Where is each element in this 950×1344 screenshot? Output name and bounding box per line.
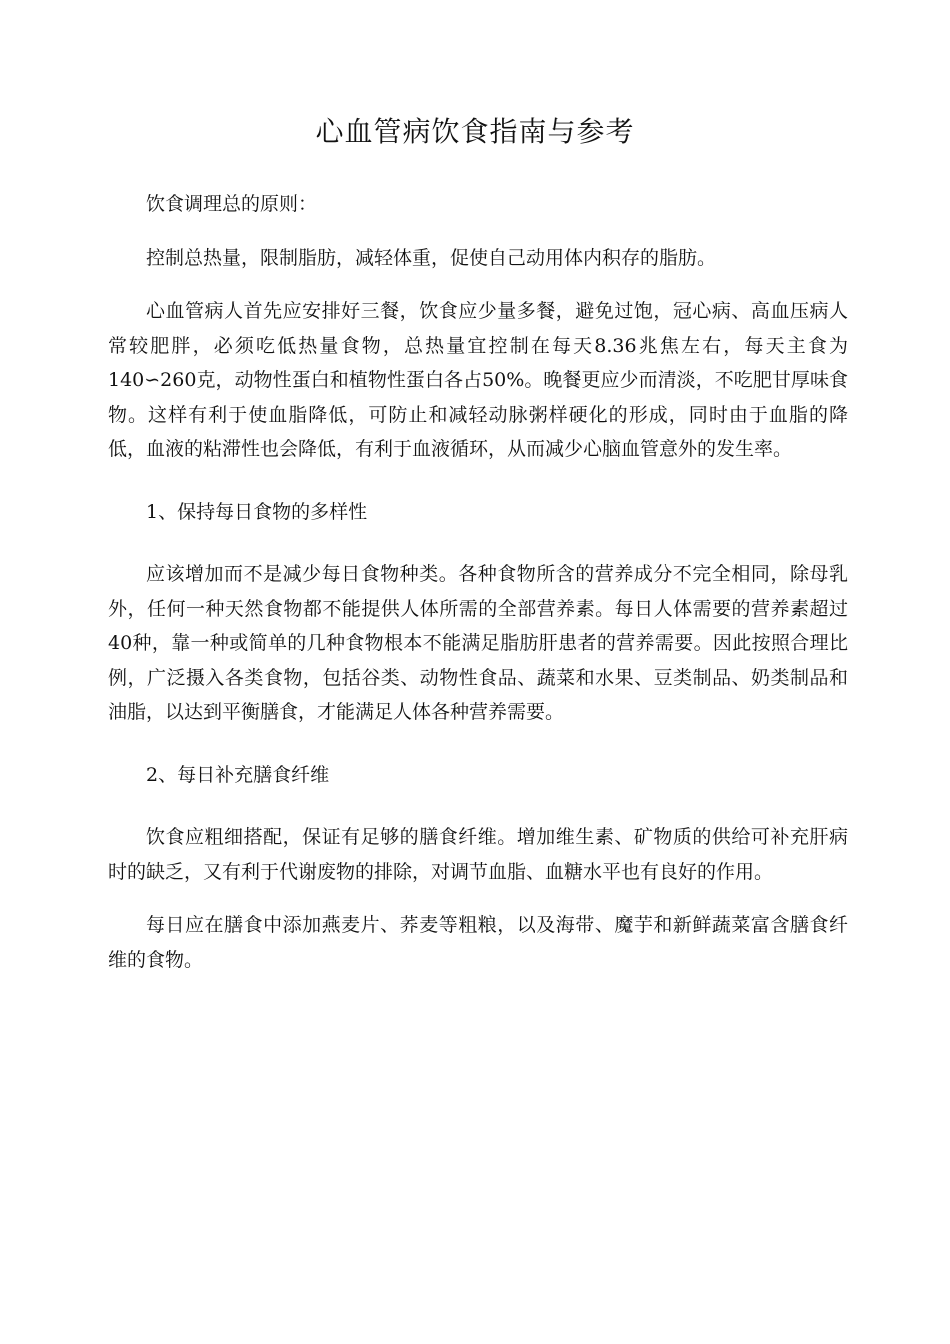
paragraph-dietary-fiber: 饮食应粗细搭配，保证有足够的膳食纤维。增加维生素、矿物质的供给可补充肝病时的缺乏，又有利于代谢废物的排除，对调节血脂、血糖水平也有良好的作用。 [108, 826, 848, 883]
document-body [108, 187, 848, 977]
paragraph-fiber-foods: 每日应在膳食中添加燕麦片、荞麦等粗粮，以及海带、魔芋和新鲜蔬菜富含膳食纤维的食物。 [108, 914, 848, 971]
section-heading-food-variety: 1、保持每日食物的多样性 [146, 500, 368, 523]
paragraph-principle-heading: 饮食调理总的原则： [146, 193, 318, 215]
section-heading-dietary-fiber: 2、每日补充膳食纤维 [146, 763, 330, 786]
paragraph-principle-summary: 控制总热量，限制脂肪，减轻体重，促使自己动用体内积存的脂肪。 [146, 246, 717, 269]
paragraph-food-variety: 应该增加而不是减少每日食物种类。各种食物所含的营养成分不完全相同，除母乳外，任何一种天然食物都不能提供人体所需的全部营养素。每日人体需要的营养素超过40种，靠一种或简单的几种食物根本不能满足脂肪肝患者的营养需要。因此按照合理比例，广泛摄入各类食物，包括谷类、动物性食品、蔬菜和水果、豆类制品、奶类制品和油脂，以达到平衡膳食，才能满足人体各种营养需要。 [108, 563, 848, 723]
paragraph-meal-guidance: 心血管病人首先应安排好三餐，饮食应少量多餐，避免过饱，冠心病、高血压病人常较肥胖，必须吃低热量食物，总热量宜控制在每天8.36兆焦左右，每天主食为140∽260克，动物性蛋白和植物性蛋白各占50%。晚餐更应少而清淡，不吃肥甘厚味食物。这样有利于使血脂降低，可防止和减轻动脉粥样硬化的形成，同时由于血脂的降低，血液的粘滞性也会降低，有利于血液循环，从而减少心脑血管意外的发生率。 [108, 300, 848, 460]
page-title: 心血管病饮食指南与参考 [315, 115, 635, 148]
